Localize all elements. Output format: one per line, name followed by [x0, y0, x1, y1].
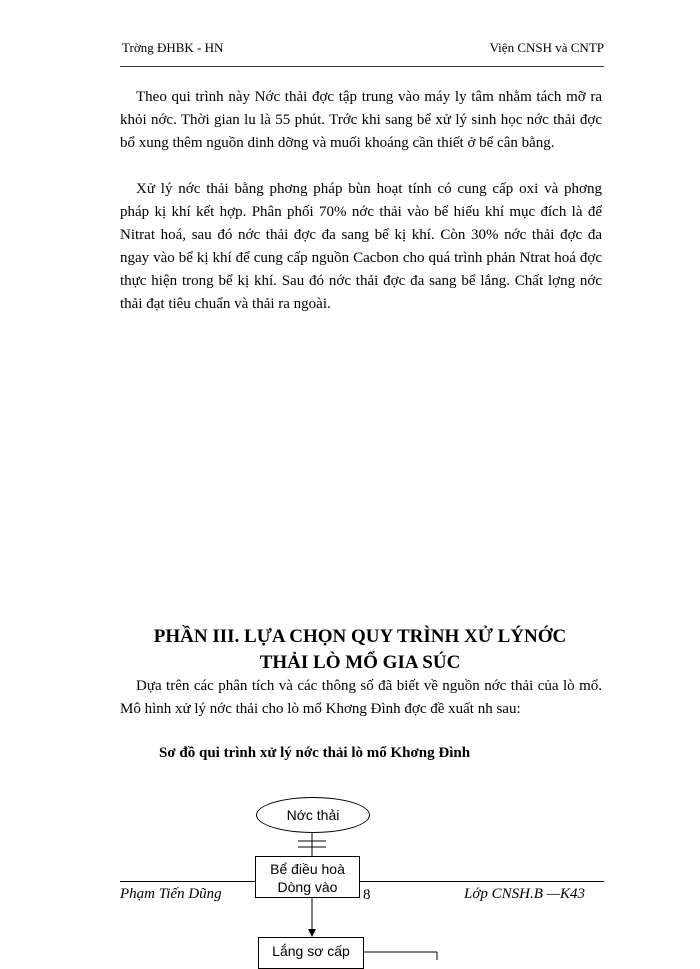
header-left: Trờng ĐHBK - HN: [122, 40, 224, 55]
diagram-caption: Sơ đồ qui trình xử lý nớc thải lò mổ Khơng Đình: [159, 745, 471, 761]
equalization-label-1: Bể điều hoà: [270, 861, 345, 877]
flow-node-equalization-tank: [255, 856, 360, 898]
arrowhead-step2: [308, 929, 316, 937]
equalization-label-2: Dòng vào: [277, 879, 338, 895]
footer-author: Phạm Tiến Dũng: [120, 886, 222, 902]
header-right: Viện CNSH và CNTP: [489, 40, 604, 55]
footer-class: Lớp CNSH.B —K43: [464, 886, 585, 902]
paragraph-2: Xử lý nớc thải bằng phơng pháp bùn hoạt tính có cung cấp oxi và phơng pháp kị khí kết hợp. Phân phối 70% nớc thải vào bể hiếu khí mục đích là để Nitrat hoá, sau đó nớc thải đợc đa sang bể kị khí. Còn 30% nớc thải đợc đa ngay vào bể kị khí để cung cấp nguồn Cacbon cho quá trình phản Ntrat hoá đợc thực hiện trong bể kị khí. Sau đó nớc thải đợc đa sang bể lắng. Chất lợng nớc thải đạt tiêu chuẩn và thải ra ngoài.: [120, 181, 602, 312]
heading-line-1: PHẦN III. LỰA CHỌN QUY TRÌNH XỬ LÝNỚC: [153, 626, 567, 647]
flow-node-primary-settling: Lắng sơ cấp: [258, 937, 364, 969]
section-intro: Dựa trên các phân tích và các thông số đã biết về nguồn nớc thải của lò mổ. Mô hình xử lý nớc thải cho lò mổ Khơng Đình đợc đề xuất nh sau:: [120, 678, 602, 717]
heading-line-2: THẢI LÒ MỔ GIA SÚC: [259, 652, 461, 673]
flow-node-wastewater: Nớc thải: [256, 797, 370, 833]
footer-rule: [120, 881, 604, 882]
paragraph-1: Theo qui trình này Nớc thải đợc tập trung vào máy ly tâm nhằm tách mỡ ra khỏi nớc. Thời gian lu là 55 phút. Trớc khi sang bể xử lý sinh học nớc thải đợc bổ xung thêm nguồn dinh dỡng và muối khoáng cần thiết ở bể cân bằng.: [120, 89, 602, 151]
footer-page-number: 8: [363, 887, 371, 903]
